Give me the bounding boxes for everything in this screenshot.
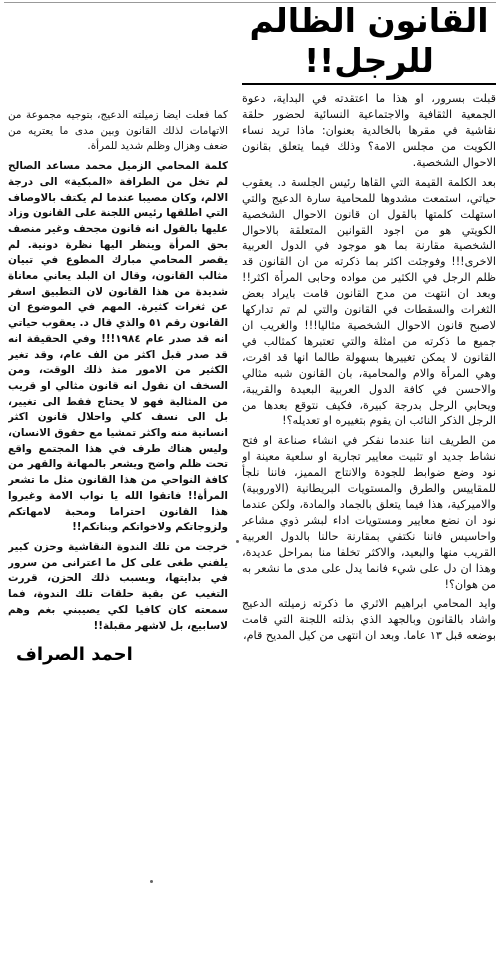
right-paragraph: وايد المحامي ابراهيم الاثري ما ذكرته زميلته الدعيج واشاد بالقانون وبالجهد الذي بذلته اللجنة التي قامت بوضعه قبل ١٣ عاما. وبعد ان انتهى من كيل المديح قام،: [242, 597, 496, 643]
right-paragraph: قبلت بسرور، او هذا ما اعتقدته في البداية، دعوة الجمعية الثقافية والاجتماعية النسائية لحضور حلقة نقاشية في مقرها بالخالدية بعنوان: ماذا تريد نساء الكويت من مجلس الامة؟ وذلك فيما يتعلق بقانون الاحوال الشخصية.: [242, 92, 496, 169]
print-speck: [150, 880, 153, 883]
right-column-body: [242, 91, 496, 644]
left-column-body: [8, 108, 228, 634]
headline-line-1: القانون الظالم: [249, 4, 489, 40]
right-paragraph: بعد الكلمة القيمة التي القاها رئيس الجلسة د. يعقوب حياتي، استمعت مشدوها للمحامية سارة الدعيج والتي استهلت كلمتها بالقول ان قانون الاحوال الشخصية الكويتي هو من اجود القوانين المتعلقة بالاحوال الشخصية مقارنة بما هو موجود في الدول العربية الاخرى!!! وفوجئت اكثر بما ذكرته من ان القانون قد ظلم الرجل في الكثير من مواده وحابى المرأة اكثر!! وبعد ان انتهت من مدح القانون قامت بايراد بعض الثغرات والسقطات في القانون والتي لم تم تداركها لاصبح قانون الاحوال الشخصية مثاليا!!! والغريب ان جميع ما ذكرته من امثلة والتي تعتبرها كمثالب في القانون لا يمكن تغييرها بسهولة طالما انها قد اقرت، وهي المرأة والام والمحامية، بان القانون شبه مثالي والاحسن في كافة الدول العربية البعيدة والقريبة، ويحابي الرجل بدرجة كبيرة، فكيف نتوقع بعدها من الرجل الذكر النائب ان يقوم بتغييره او تعديله؟!: [242, 175, 496, 428]
left-paragraph: كما فعلت ايضا زميلته الدعيج، بتوجيه مجموعة من الاتهامات لذلك القانون وبين مدى ما يعتريه من ضعف وهزال وظلم شديد للمرأة.: [8, 109, 228, 153]
headline-underline: [242, 83, 496, 85]
print-speck: [236, 540, 239, 543]
article-headline: [242, 4, 496, 80]
left-paragraph: كلمة المحامي الزميل محمد مساعد الصالح لم تخل من الطرافة «المبكية» الى درجة الالم، وكان مصيبا عندما لم يكتف بالاوصاف التي اطلقها رئيس اللجنة على القانون وزاد عليها بالقول انه قانون مجحف وغير منصف بحق المرأة وينظر اليها نظرة دونية. لم يقصر المحامي مبارك المطوع في تبيان مثالب القانون، وقال ان البلد يعاني معاناة شديدة من هذا القانون لان التطبيق اسفر عن ثغرات كثيرة. المهم في الموضوع ان القانون رقم ٥١ والذي قال د. يعقوب حياتي انه قد صدر عام ١٩٨٤!!! وفي الحقيقة انه قد صدر قبل اكثر من الف عام، وقد تغير الكثير من الامور منذ ذلك الوقت، ومن السخف ان نقول انه قانون مثالي او قريب من المثالية فهو لا يحتاج فقط الى تغيير، بل الى نسف كلي واحلال قانون اكثر انسانية منه واكثر تمشيا مع حقوق الانسان، وليس هناك طرف في هذا المجتمع واقع تحت ظلم واضح ويشعر بالمهانة والقهر من كافة النواحي من هذا القانون مثل ما تشعر المرأة!! فاتقوا الله يا نواب الامة وغيروا هذا القانون احتراما ومحبة لامهاتكم ولزوجاتكم ولاخواتكم وبناتكم!!: [8, 160, 228, 534]
right-paragraph: من الطريف اننا عندما نفكر في انشاء صناعة او فتح نشاط جديد او تثبيت معايير تجارية او سلعية معينة او نود وضع ضوابط للجودة والانتاج المميز، فاننا نلجأ للمقاييس والطرق والمستويات البريطانية (الاوروبية) والاميركية، هذا فيما يتعلق بالجماد والمادة، ولكن عندما نود ان نضع معايير ومستويات اداء لبشر ذوي مشاعر واحاسيس فاننا نكتفي بمقارنة حالنا بالدول العربية القريب منها والبعيد، والاكثر تخلفا منا بمراحل عديدة، وهذا ان دل على شيء فانما يدل على مدى ما نشعر به من هوان؟!: [242, 434, 496, 591]
left-paragraph: خرجت من تلك الندوة النقاشية وحزن كبير يلفني طغى على كل ما اعترانى من سرور في بدايتها، وبسبب ذلك الحزن، قررت التغيب عن بقية حلقات تلك الندوة، فما سمعته كان كافيا لكي يصيبني بغم وهم لاسابيع، بل لاشهر مقبلة!!: [8, 540, 228, 632]
article-right-column: [242, 4, 496, 948]
headline-line-2: للرجل!!: [304, 40, 434, 80]
top-border-rule: [4, 2, 496, 3]
author-signature: احمد الصراف: [16, 644, 133, 666]
article-left-column: [8, 108, 228, 798]
